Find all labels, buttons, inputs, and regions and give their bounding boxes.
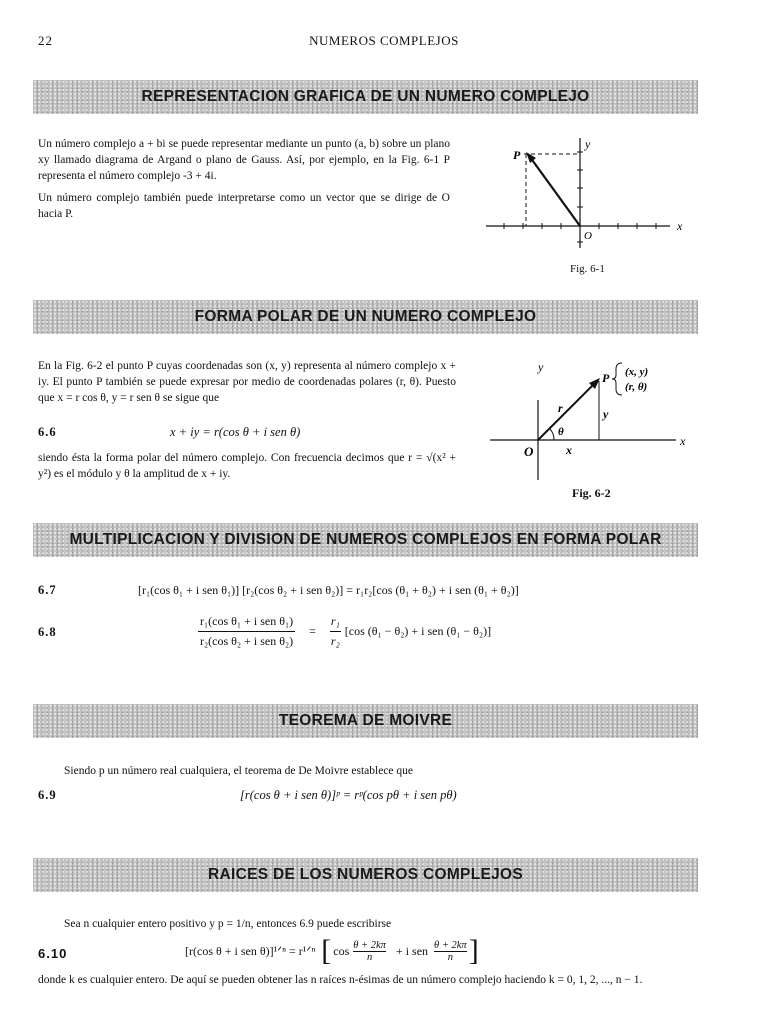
fig2-label-o: O (524, 444, 534, 459)
fig2-label-y: y (603, 407, 609, 421)
fig2-label-theta: θ (558, 426, 564, 438)
fig1-label-x: x (677, 219, 683, 233)
paragraph-moivre: Siendo p un número real cualquiera, el teorema de De Moivre establece que (64, 765, 414, 777)
equation-6-7: [r₁(cos θ₁ + i sen θ₁)] [r₂(cos θ₂ + i sen θ₂)] = r₁r₂[cos (θ₁ + θ₂) + i sen (θ₁ + θ₂)] (138, 583, 519, 597)
figure-6-1 (480, 130, 710, 255)
section-banner-representacion (33, 80, 698, 114)
equation-number-6-7: 6.7 (38, 583, 57, 597)
fig2-label-x: x (566, 443, 572, 457)
equation-6-6: x + iy = r(cos θ + i sen θ) (170, 425, 301, 439)
eq-6-8-numerator: r₁(cos θ₁ + i sen θ₁) (200, 614, 294, 628)
eq-6-10-cos: cos (333, 943, 350, 958)
eq-6-10-close-bracket: ] (468, 934, 479, 967)
paragraph-raices-n: donde k es cualquier entero. De aquí se pueden obtener las n raíces n-ésimas de un número complejo haciendo k = 0, 1, 2, ..., n − 1. (38, 974, 643, 986)
paragraph-polar-coords: En la Fig. 6-2 el punto P cuyas coordenadas son (x, y) representa al número complejo x + iy. El punto P también se puede expresar por medio de coordenadas polares (r, θ). Puesto que x = r cos θ, y = r sen θ se sigue que (38, 360, 456, 404)
fig-6-1-caption: Fig. 6-1 (570, 263, 605, 275)
figure-6-2 (486, 355, 711, 480)
section-title: FORMA POLAR DE UN NUMERO COMPLEJO (194, 308, 537, 325)
section-title: REPRESENTACION GRAFICA DE UN NUMERO COMPLEJO (141, 88, 590, 105)
eq-6-10-fraction-cos (353, 940, 386, 963)
eq-6-8-fraction (198, 614, 295, 649)
eq-6-8-equals: = (309, 624, 316, 638)
section-title: RAICES DE LOS NUMEROS COMPLEJOS (207, 866, 524, 883)
fig2-label-x-axis: x (680, 434, 686, 448)
equation-number-6-9: 6.9 (38, 788, 57, 802)
section-banner-raices (33, 858, 698, 892)
section-banner-forma-polar (33, 300, 698, 334)
equation-number-6-6: 6.6 (38, 425, 57, 439)
section-title: TEOREMA DE MOIVRE (278, 712, 453, 729)
fig2-label-r: r (558, 401, 563, 415)
page-number: 22 (38, 33, 53, 48)
section-banner-multiplicacion (33, 523, 698, 557)
equation-6-9: [r(cos θ + i sen θ)]ᵖ = rᵖ(cos pθ + i sen pθ) (240, 788, 457, 802)
eq-6-10-frac-den-2: n (434, 951, 467, 963)
paragraph-raices-intro: Sea n cualquier entero positivo y p = 1/n, entonces 6.9 puede escribirse (64, 918, 392, 930)
fig-6-2-caption: Fig. 6-2 (572, 486, 611, 500)
eq-6-8-denominator: r₂(cos θ₂ + i sen θ₂) (198, 631, 295, 649)
eq-6-10-fraction-sen (434, 940, 467, 963)
running-title: NUMEROS COMPLEJOS (309, 33, 459, 48)
eq-6-10-lhs: [r(cos θ + i sen θ)]¹ᐟⁿ = r¹ᐟⁿ (185, 943, 316, 958)
eq-6-10-plus-isen: + i sen (395, 943, 429, 958)
eq-6-8-r-fraction (330, 614, 341, 649)
eq-6-10-open-bracket: [ (321, 934, 332, 967)
equation-number-6-10: 6.10 (38, 946, 68, 961)
eq-6-10-frac-num-2: θ + 2kπ (434, 939, 467, 951)
eq-6-10-frac-den: n (353, 951, 386, 963)
eq-6-8-rhs: [cos (θ₁ − θ₂) + i sen (θ₁ − θ₂)] (344, 624, 492, 638)
eq-6-8-r2: r₂ (330, 631, 341, 649)
paragraph-vector: Un número complejo también puede interpretarse como un vector que se dirige de O hacia P. (38, 192, 450, 220)
equation-6-10 (185, 936, 479, 966)
fig2-label-p: P (602, 371, 610, 385)
fig1-label-p: P (513, 148, 521, 162)
eq-6-8-r1: r₁ (330, 614, 340, 628)
fig2-label-rtheta: (r, θ) (625, 381, 648, 393)
section-banner-moivre (33, 704, 698, 738)
equation-6-8 (198, 614, 491, 649)
eq-6-10-frac-num: θ + 2kπ (353, 939, 386, 951)
paragraph-argand: Un número complejo a + bi se puede representar mediante un punto (a, b) sobre un plano xy llamado diagrama de Argand o plano de Gauss. Así, por ejemplo, en la Fig. 6-1 P representa el número complejo -3 + 4i. (38, 138, 450, 182)
section-title: MULTIPLICACION Y DIVISION DE NUMEROS COMPLEJOS EN FORMA POLAR (69, 531, 662, 548)
equation-number-6-8: 6.8 (38, 625, 57, 639)
fig2-label-xy: (x, y) (625, 366, 649, 378)
fig1-label-y: y (585, 137, 591, 151)
fig1-label-o: O (584, 230, 592, 242)
fig2-label-y-axis: y (538, 360, 544, 374)
paragraph-modulo: siendo ésta la forma polar del número complejo. Con frecuencia decimos que r = √(x² + y²) es el módulo y θ la amplitud de x + iy. (38, 452, 456, 480)
